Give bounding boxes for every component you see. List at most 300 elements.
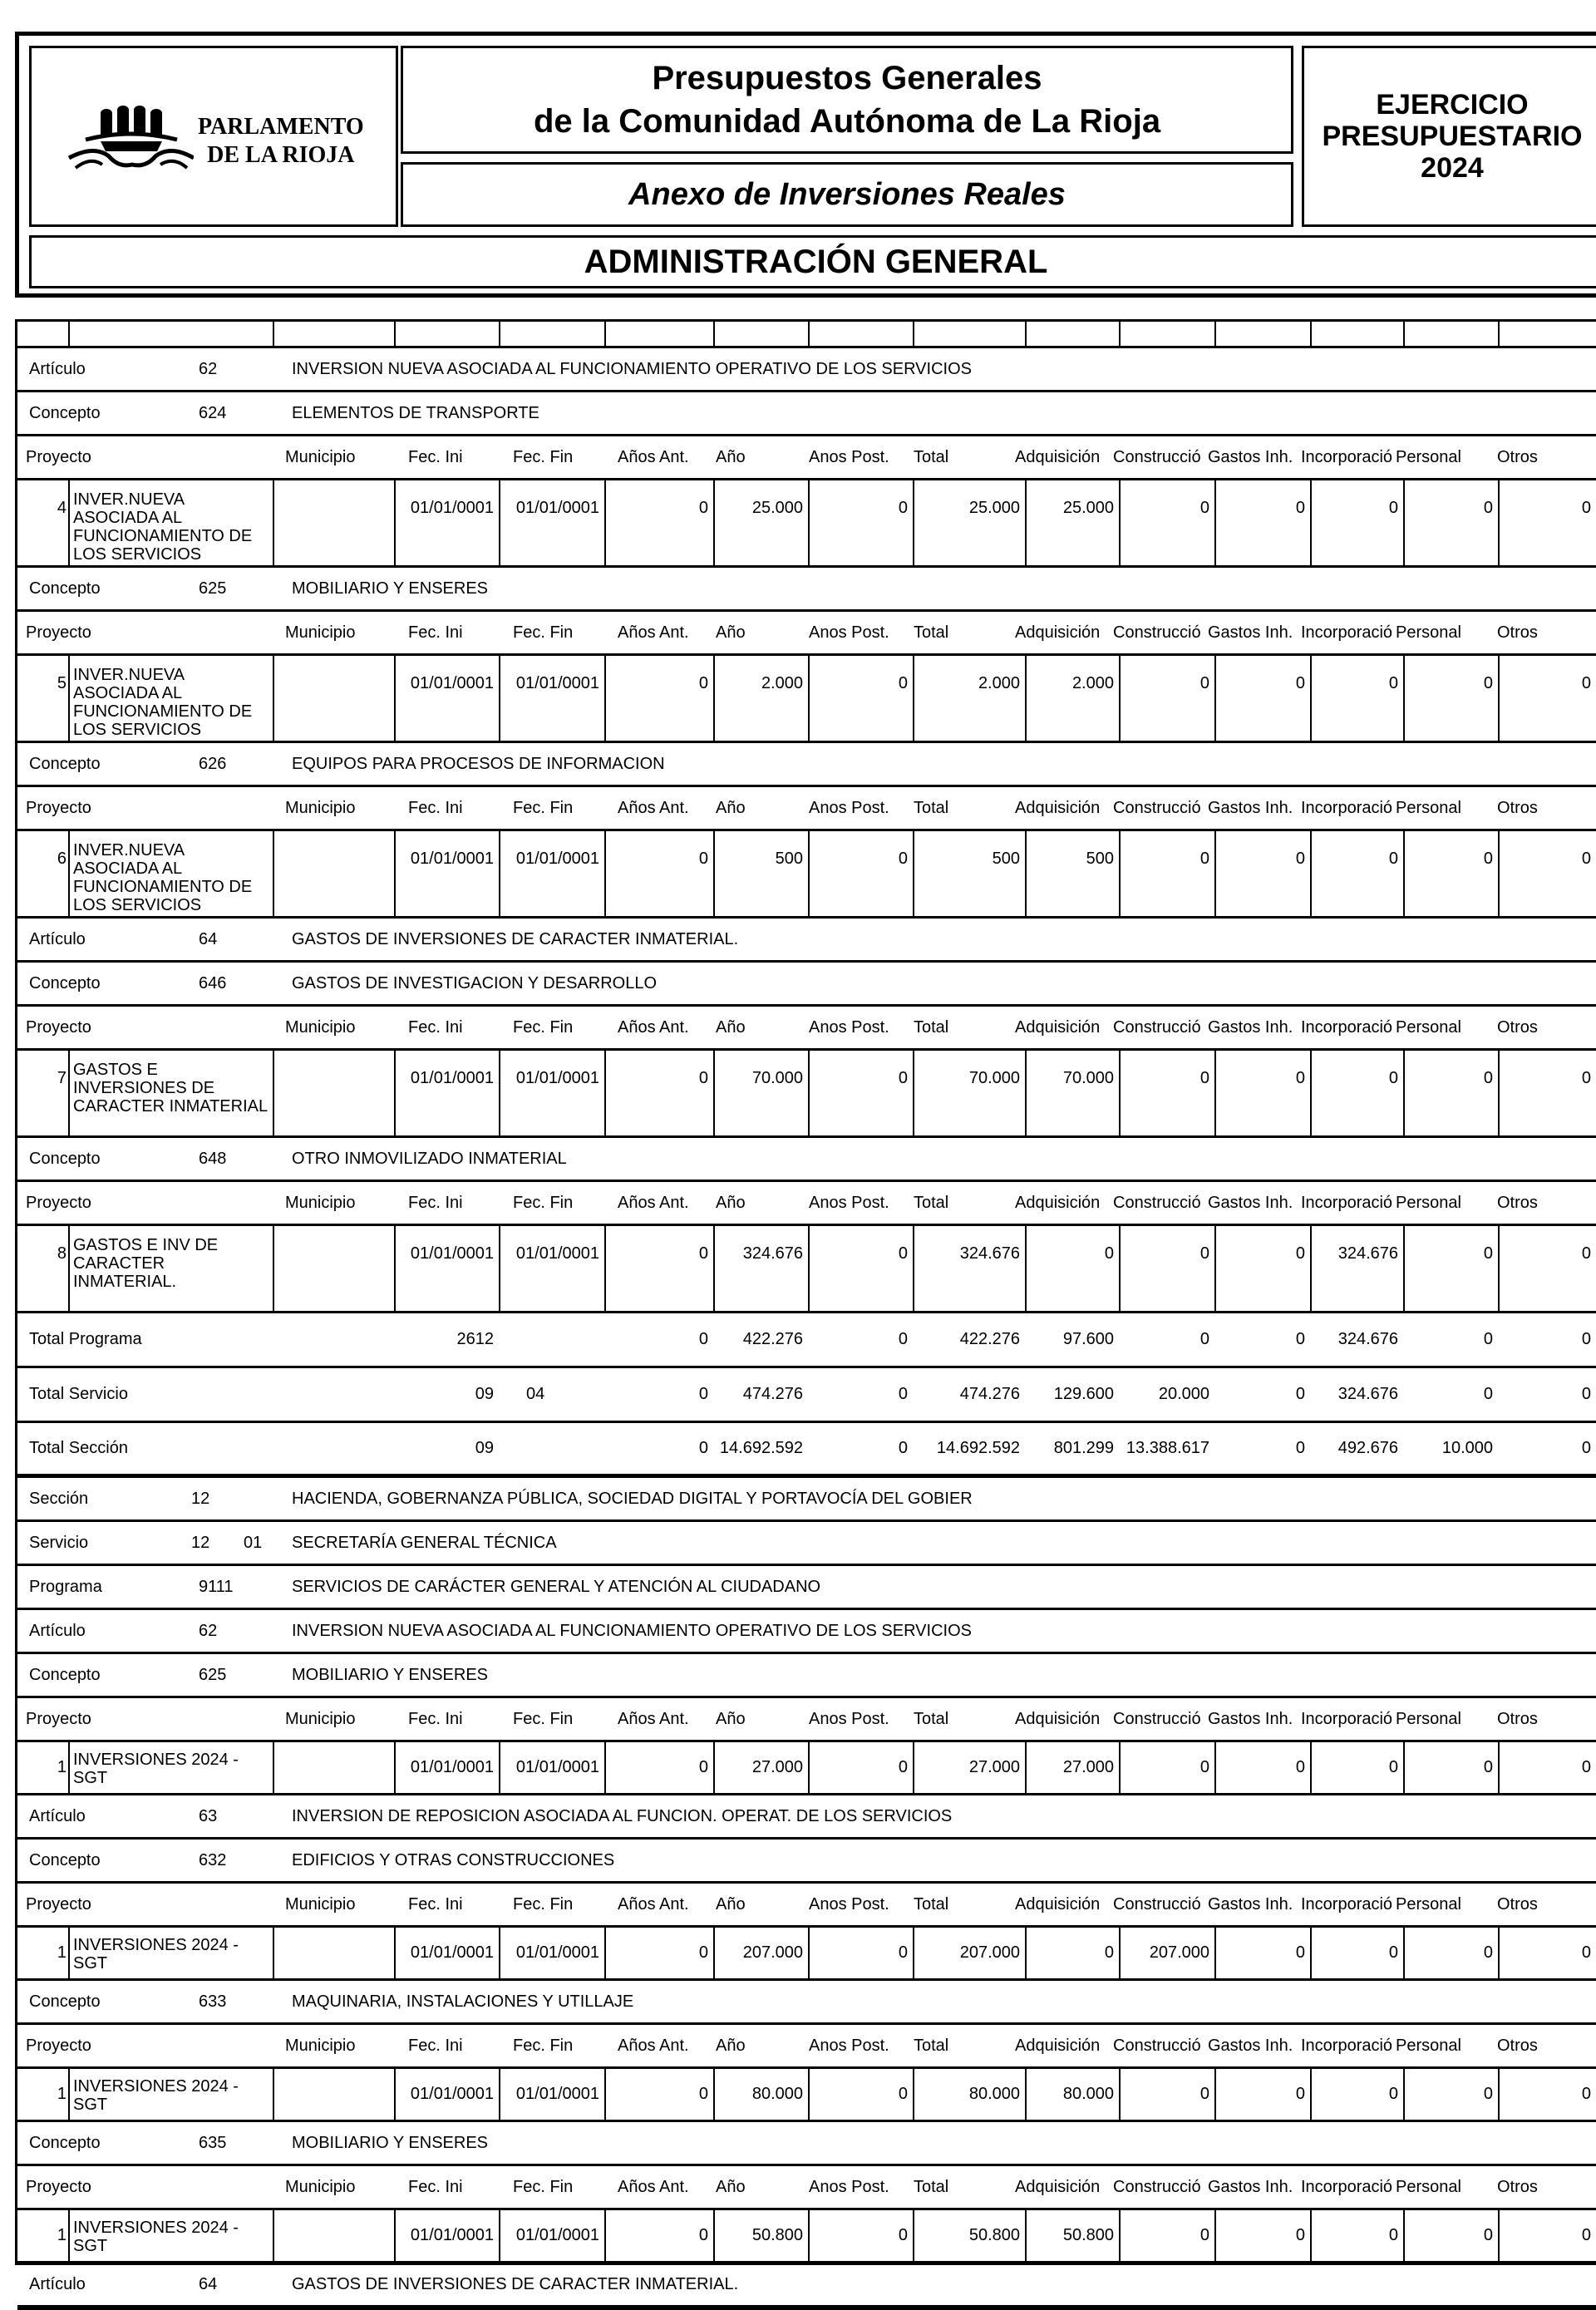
- value-construccion: 0: [1199, 499, 1209, 517]
- value-anos-post: 0: [898, 499, 908, 517]
- column-header: Años Ant.: [618, 1017, 689, 1037]
- level-description: GASTOS DE INVERSIONES DE CARACTER INMATERIAL.: [292, 2274, 739, 2293]
- value-otros: 0: [1581, 850, 1591, 868]
- value-ano: 207.000: [742, 1943, 803, 1962]
- column-header: Personal: [1396, 1709, 1461, 1728]
- table-row-level: [17, 1566, 1596, 1610]
- column-header: Proyecto: [26, 2177, 91, 2196]
- level-description: SERVICIOS DE CARÁCTER GENERAL Y ATENCIÓN AL CIUDADANO: [292, 1577, 821, 1596]
- column-divider: [273, 1742, 274, 1793]
- column-divider: [394, 322, 396, 346]
- column-header: Construcció: [1113, 2036, 1201, 2055]
- value-incorporacion: 0: [1388, 1943, 1398, 1962]
- value-construccion: 0: [1199, 1758, 1209, 1776]
- total-incorporacion: 492.676: [1337, 1439, 1398, 1457]
- level-description: MAQUINARIA, INSTALACIONES Y UTILLAJE: [292, 1992, 634, 2011]
- column-header: Años Ant.: [618, 1709, 689, 1728]
- value-total: 324.676: [959, 1244, 1020, 1263]
- total-gastos-inh: 0: [1295, 1439, 1305, 1457]
- level-label: Concepto: [29, 973, 101, 992]
- project-name: INVER.NUEVA ASOCIADA AL FUNCIONAMIENTO DE LOS SERVICIOS: [73, 841, 253, 914]
- column-header: Gastos Inh.: [1208, 623, 1293, 642]
- column-header: Gastos Inh.: [1208, 2036, 1293, 2055]
- column-header: Años Ant.: [618, 1193, 689, 1212]
- level-description: MOBILIARIO Y ENSERES: [292, 2133, 489, 2152]
- value-adquisicion: 2.000: [1071, 674, 1114, 692]
- level-description: GASTOS DE INVERSIONES DE CARACTER INMATERIAL.: [292, 929, 739, 948]
- column-header: Construcció: [1113, 623, 1201, 642]
- column-divider: [808, 322, 810, 346]
- project-number: 1: [57, 2085, 66, 2103]
- level-description: INVERSION DE REPOSICION ASOCIADA AL FUNCION. OPERAT. DE LOS SERVICIOS: [292, 1806, 953, 1825]
- column-header: Construcció: [1113, 798, 1201, 817]
- level-description: EDIFICIOS Y OTRAS CONSTRUCCIONES: [292, 1850, 615, 1869]
- value-personal: 0: [1483, 1943, 1493, 1962]
- total-ano: 14.692.592: [719, 1439, 803, 1457]
- column-header: Anos Post.: [809, 623, 889, 642]
- level-code-2: 01: [244, 1533, 263, 1552]
- column-divider: [273, 322, 274, 346]
- value-total: 500: [992, 850, 1020, 868]
- column-divider: [273, 1226, 274, 1311]
- value-otros: 0: [1581, 499, 1591, 517]
- value-incorporacion: 0: [1388, 2085, 1398, 2103]
- value-construccion: 207.000: [1149, 1943, 1209, 1962]
- value-anos-post: 0: [898, 1758, 908, 1776]
- table-row-header: [17, 1007, 1596, 1051]
- total-ano: 474.276: [742, 1385, 803, 1403]
- total-code-2: 04: [526, 1385, 545, 1403]
- column-header: Proyecto: [26, 798, 91, 817]
- value-gastos-inh: 0: [1295, 2085, 1305, 2103]
- value-anos-ant: 0: [698, 2226, 708, 2244]
- fiscal-year-box: [1302, 46, 1596, 227]
- total-total: 474.276: [959, 1385, 1020, 1403]
- column-header: Fec. Ini: [408, 447, 463, 466]
- table-row-project: [17, 480, 1596, 568]
- column-header: Otros: [1497, 798, 1538, 817]
- column-header: Año: [716, 2177, 746, 2196]
- level-code: 62: [199, 359, 218, 378]
- value-otros: 0: [1581, 1943, 1591, 1962]
- level-code: 632: [199, 1850, 227, 1869]
- table-row-level: [17, 1795, 1596, 1840]
- total-anos-post: 0: [898, 1385, 908, 1403]
- end-date: 01/01/0001: [515, 1069, 599, 1087]
- table-row-level: [17, 2122, 1596, 2166]
- column-header: Gastos Inh.: [1208, 1193, 1293, 1212]
- value-adquisicion: 70.000: [1062, 1069, 1114, 1087]
- table-row-level: [17, 919, 1596, 963]
- column-header: Construcció: [1113, 2177, 1201, 2196]
- document-header: [15, 32, 1596, 298]
- project-number: 6: [57, 850, 66, 868]
- value-anos-ant: 0: [698, 499, 708, 517]
- column-divider: [68, 322, 70, 346]
- value-anos-post: 0: [898, 850, 908, 868]
- document-title: [401, 46, 1293, 154]
- column-header: Construcció: [1113, 1017, 1201, 1037]
- value-construccion: 0: [1199, 674, 1209, 692]
- column-header: Año: [716, 447, 746, 466]
- column-header: Fec. Fin: [513, 798, 574, 817]
- total-code: 09: [475, 1385, 494, 1403]
- column-divider: [273, 831, 274, 916]
- level-label: Concepto: [29, 1149, 101, 1168]
- end-date: 01/01/0001: [515, 2085, 599, 2103]
- column-header: Año: [716, 798, 746, 817]
- value-otros: 0: [1581, 1758, 1591, 1776]
- value-adquisicion: 500: [1086, 850, 1114, 868]
- start-date: 01/01/0001: [410, 850, 494, 868]
- title-line1: Presupuestos Generales: [652, 60, 1042, 96]
- column-header: Incorporació: [1301, 1017, 1393, 1037]
- total-anos-ant: 0: [698, 1330, 708, 1348]
- table-row-level: [17, 1138, 1596, 1182]
- project-name: INVER.NUEVA ASOCIADA AL FUNCIONAMIENTO DE LOS SERVICIOS: [73, 666, 253, 739]
- total-construccion: 13.388.617: [1126, 1439, 1209, 1457]
- column-header: Personal: [1396, 447, 1461, 466]
- level-code: 626: [199, 754, 227, 773]
- column-header: Año: [716, 1017, 746, 1037]
- column-header: Año: [716, 623, 746, 642]
- table-row-header: [17, 787, 1596, 831]
- value-adquisicion: 80.000: [1062, 2085, 1114, 2103]
- end-date: 01/01/0001: [515, 499, 599, 517]
- column-divider: [913, 322, 914, 346]
- column-header: Años Ant.: [618, 2036, 689, 2055]
- total-otros: 0: [1581, 1385, 1591, 1403]
- table-row-project: [17, 1051, 1596, 1138]
- column-divider: [604, 322, 606, 346]
- column-header: Proyecto: [26, 1709, 91, 1728]
- column-header: Fec. Fin: [513, 623, 574, 642]
- table-row-level: [17, 1610, 1596, 1654]
- value-gastos-inh: 0: [1295, 1943, 1305, 1962]
- level-description: EQUIPOS PARA PROCESOS DE INFORMACION: [292, 754, 665, 773]
- column-header: Anos Post.: [809, 1709, 889, 1728]
- table-row-level: [17, 568, 1596, 612]
- value-ano: 500: [775, 850, 803, 868]
- level-label: Concepto: [29, 1665, 101, 1684]
- level-label: Artículo: [29, 2274, 86, 2293]
- level-label: Concepto: [29, 403, 101, 422]
- column-header: Año: [716, 1193, 746, 1212]
- start-date: 01/01/0001: [410, 1943, 494, 1962]
- table-row-header: [17, 436, 1596, 480]
- value-incorporacion: 0: [1388, 674, 1398, 692]
- column-header: Anos Post.: [809, 1894, 889, 1914]
- total-anos-post: 0: [898, 1439, 908, 1457]
- level-code: 646: [199, 973, 227, 992]
- column-header: Personal: [1396, 798, 1461, 817]
- level-description: MOBILIARIO Y ENSERES: [292, 579, 489, 598]
- table-row-header: [17, 612, 1596, 656]
- column-header: Año: [716, 1894, 746, 1914]
- level-code: 64: [199, 2274, 218, 2293]
- level-code: 12: [191, 1533, 210, 1552]
- column-header: Total: [914, 798, 949, 817]
- column-header: Total: [914, 2177, 949, 2196]
- column-header: Años Ant.: [618, 2177, 689, 2196]
- column-header: Municipio: [285, 1894, 356, 1914]
- project-name: INVERSIONES 2024 - SGT: [73, 2219, 239, 2255]
- column-header: Anos Post.: [809, 447, 889, 466]
- column-header: Total: [914, 1709, 949, 1728]
- total-total: 14.692.592: [936, 1439, 1020, 1457]
- value-anos-post: 0: [898, 2085, 908, 2103]
- project-number: 7: [57, 1069, 66, 1087]
- value-gastos-inh: 0: [1295, 1069, 1305, 1087]
- column-header: Fec. Fin: [513, 1193, 574, 1212]
- value-personal: 0: [1483, 2226, 1493, 2244]
- table-row-level: [17, 1654, 1596, 1698]
- table-row-level: [17, 1478, 1596, 1522]
- start-date: 01/01/0001: [410, 1244, 494, 1263]
- level-code: 635: [199, 2133, 227, 2152]
- project-name: INVERSIONES 2024 - SGT: [73, 1936, 239, 1973]
- column-header: Proyecto: [26, 2036, 91, 2055]
- column-divider: [713, 322, 715, 346]
- value-ano: 25.000: [751, 499, 803, 517]
- level-description: ELEMENTOS DE TRANSPORTE: [292, 403, 539, 422]
- column-divider: [273, 1928, 274, 1978]
- total-construccion: 0: [1199, 1330, 1209, 1348]
- column-header: Construcció: [1113, 1193, 1201, 1212]
- value-total: 25.000: [968, 499, 1020, 517]
- column-header: Años Ant.: [618, 1894, 689, 1914]
- level-code: 64: [199, 929, 218, 948]
- column-header: Adquisición: [1015, 623, 1101, 642]
- total-adquisicion: 801.299: [1053, 1439, 1114, 1457]
- column-divider: [1498, 322, 1500, 346]
- table-row-level: [17, 743, 1596, 787]
- value-ano: 27.000: [751, 1758, 803, 1776]
- column-header: Municipio: [285, 1017, 356, 1037]
- value-total: 207.000: [959, 1943, 1020, 1962]
- table-row-level: [17, 963, 1596, 1007]
- column-header: Proyecto: [26, 447, 91, 466]
- column-header: Año: [716, 2036, 746, 2055]
- level-description: SECRETARÍA GENERAL TÉCNICA: [292, 1533, 557, 1552]
- level-description: INVERSION NUEVA ASOCIADA AL FUNCIONAMIENTO OPERATIVO DE LOS SERVICIOS: [292, 359, 972, 378]
- column-header: Total: [914, 1017, 949, 1037]
- column-header: Municipio: [285, 798, 356, 817]
- value-adquisicion: 0: [1104, 1244, 1114, 1263]
- value-otros: 0: [1581, 1244, 1591, 1263]
- column-divider: [1403, 322, 1405, 346]
- column-divider: [1119, 322, 1121, 346]
- value-anos-ant: 0: [698, 1069, 708, 1087]
- level-description: HACIENDA, GOBERNANZA PÚBLICA, SOCIEDAD DIGITAL Y PORTAVOCÍA DEL GOBIER: [292, 1489, 973, 1508]
- table-row-level: [17, 1840, 1596, 1884]
- column-header: Fec. Fin: [513, 2036, 574, 2055]
- level-description: OTRO INMOVILIZADO INMATERIAL: [292, 1149, 567, 1168]
- project-number: 1: [57, 1943, 66, 1962]
- total-construccion: 20.000: [1158, 1385, 1209, 1403]
- value-construccion: 0: [1199, 2226, 1209, 2244]
- value-personal: 0: [1483, 1758, 1493, 1776]
- column-header: Otros: [1497, 1894, 1538, 1914]
- start-date: 01/01/0001: [410, 1069, 494, 1087]
- column-divider: [1025, 322, 1027, 346]
- annex-title-text: Anexo de Inversiones Reales: [628, 176, 1066, 212]
- parliament-emblem-icon: [52, 81, 194, 214]
- column-header: Fec. Fin: [513, 447, 574, 466]
- value-ano: 2.000: [761, 674, 803, 692]
- column-header: Gastos Inh.: [1208, 1709, 1293, 1728]
- column-header: Adquisición: [1015, 1017, 1101, 1037]
- project-name: INVER.NUEVA ASOCIADA AL FUNCIONAMIENTO DE LOS SERVICIOS: [73, 490, 253, 564]
- value-anos-post: 0: [898, 1244, 908, 1263]
- value-incorporacion: 0: [1388, 2226, 1398, 2244]
- value-total: 27.000: [968, 1758, 1020, 1776]
- level-code: 633: [199, 1992, 227, 2011]
- value-gastos-inh: 0: [1295, 499, 1305, 517]
- column-header: Años Ant.: [618, 623, 689, 642]
- column-header: Construcció: [1113, 1894, 1201, 1914]
- value-total: 70.000: [968, 1069, 1020, 1087]
- column-header: Total: [914, 447, 949, 466]
- column-divider: [273, 480, 274, 565]
- column-header: Años Ant.: [618, 798, 689, 817]
- total-otros: 0: [1581, 1330, 1591, 1348]
- value-ano: 324.676: [742, 1244, 803, 1263]
- column-header: Fec. Ini: [408, 798, 463, 817]
- column-header: Personal: [1396, 1894, 1461, 1914]
- level-label: Concepto: [29, 754, 101, 773]
- column-header: Otros: [1497, 1193, 1538, 1212]
- level-code: 625: [199, 579, 227, 598]
- column-header: Total: [914, 623, 949, 642]
- column-header: Anos Post.: [809, 1017, 889, 1037]
- table-row-project: [17, 1928, 1596, 1981]
- level-code: 62: [199, 1621, 218, 1640]
- column-header: Incorporació: [1301, 798, 1393, 817]
- column-header: Personal: [1396, 623, 1461, 642]
- table-row-level: [17, 2263, 1596, 2308]
- level-label: Concepto: [29, 1992, 101, 2011]
- table-row-project: [17, 831, 1596, 919]
- value-total: 2.000: [978, 674, 1020, 692]
- total-label: Total Sección: [29, 1439, 128, 1457]
- level-code: 625: [199, 1665, 227, 1684]
- level-label: Artículo: [29, 1621, 86, 1640]
- total-gastos-inh: 0: [1295, 1385, 1305, 1403]
- column-divider: [273, 656, 274, 741]
- end-date: 01/01/0001: [515, 850, 599, 868]
- column-divider: [273, 1051, 274, 1135]
- end-date: 01/01/0001: [515, 674, 599, 692]
- value-adquisicion: 0: [1104, 1943, 1114, 1962]
- column-header: Fec. Fin: [513, 1894, 574, 1914]
- column-header: Incorporació: [1301, 2177, 1393, 2196]
- column-header: Adquisición: [1015, 1894, 1101, 1914]
- value-anos-post: 0: [898, 674, 908, 692]
- total-otros: 0: [1581, 1439, 1591, 1457]
- investment-table: [15, 319, 1596, 2293]
- column-header: Otros: [1497, 2036, 1538, 2055]
- parliament-name-line2: DE LA RIOJA: [207, 142, 355, 168]
- fiscal-year-value: 2024: [1421, 152, 1484, 184]
- total-adquisicion: 129.600: [1053, 1385, 1114, 1403]
- column-header: Gastos Inh.: [1208, 447, 1293, 466]
- value-personal: 0: [1483, 1069, 1493, 1087]
- project-name: INVERSIONES 2024 - SGT: [73, 2077, 239, 2114]
- column-header: Otros: [1497, 1017, 1538, 1037]
- column-header: Otros: [1497, 447, 1538, 466]
- project-number: 5: [57, 674, 66, 692]
- column-header: Municipio: [285, 1193, 356, 1212]
- end-date: 01/01/0001: [515, 1758, 599, 1776]
- value-personal: 0: [1483, 674, 1493, 692]
- value-adquisicion: 50.800: [1062, 2226, 1114, 2244]
- end-date: 01/01/0001: [515, 2226, 599, 2244]
- table-row-header: [17, 2025, 1596, 2069]
- level-description: GASTOS DE INVESTIGACION Y DESARROLLO: [292, 973, 658, 992]
- fiscal-year-line2: PRESUPUESTARIO: [1322, 121, 1583, 152]
- level-label: Artículo: [29, 1806, 86, 1825]
- column-header: Total: [914, 2036, 949, 2055]
- level-description: MOBILIARIO Y ENSERES: [292, 1665, 489, 1684]
- total-personal: 0: [1483, 1330, 1493, 1348]
- column-header: Incorporació: [1301, 1709, 1393, 1728]
- column-header: Otros: [1497, 1709, 1538, 1728]
- level-label: Servicio: [29, 1533, 89, 1552]
- column-divider: [273, 2210, 274, 2261]
- column-header: Fec. Fin: [513, 1017, 574, 1037]
- parliament-name-line1: PARLAMENTO: [198, 114, 364, 140]
- table-row-total: [17, 1423, 1596, 1478]
- value-anos-ant: 0: [698, 1943, 708, 1962]
- column-header: Fec. Fin: [513, 1709, 574, 1728]
- value-personal: 0: [1483, 499, 1493, 517]
- column-header: Personal: [1396, 2036, 1461, 2055]
- level-code: 9111: [199, 1577, 234, 1596]
- column-header: Personal: [1396, 1193, 1461, 1212]
- end-date: 01/01/0001: [515, 1244, 599, 1263]
- column-header: Gastos Inh.: [1208, 1017, 1293, 1037]
- column-header: Otros: [1497, 623, 1538, 642]
- column-header: Construcció: [1113, 447, 1201, 466]
- column-header: Adquisición: [1015, 1193, 1101, 1212]
- value-construccion: 0: [1199, 1244, 1209, 1263]
- value-gastos-inh: 0: [1295, 2226, 1305, 2244]
- column-header: Anos Post.: [809, 1193, 889, 1212]
- table-row-header: [17, 2166, 1596, 2210]
- value-personal: 0: [1483, 2085, 1493, 2103]
- end-date: 01/01/0001: [515, 1943, 599, 1962]
- value-gastos-inh: 0: [1295, 1758, 1305, 1776]
- value-incorporacion: 324.676: [1337, 1244, 1398, 1263]
- column-header: Fec. Ini: [408, 1017, 463, 1037]
- value-otros: 0: [1581, 674, 1591, 692]
- table-row-project: [17, 2069, 1596, 2122]
- value-anos-ant: 0: [698, 1244, 708, 1263]
- column-divider: [1214, 322, 1216, 346]
- column-header: Año: [716, 1709, 746, 1728]
- value-anos-post: 0: [898, 1943, 908, 1962]
- column-header: Otros: [1497, 2177, 1538, 2196]
- column-header: Total: [914, 1193, 949, 1212]
- column-header: Municipio: [285, 2177, 356, 2196]
- level-code: 624: [199, 403, 227, 422]
- table-row-project: [17, 1226, 1596, 1313]
- level-code: 648: [199, 1149, 227, 1168]
- value-anos-ant: 0: [698, 2085, 708, 2103]
- value-anos-post: 0: [898, 2226, 908, 2244]
- column-header: Proyecto: [26, 1193, 91, 1212]
